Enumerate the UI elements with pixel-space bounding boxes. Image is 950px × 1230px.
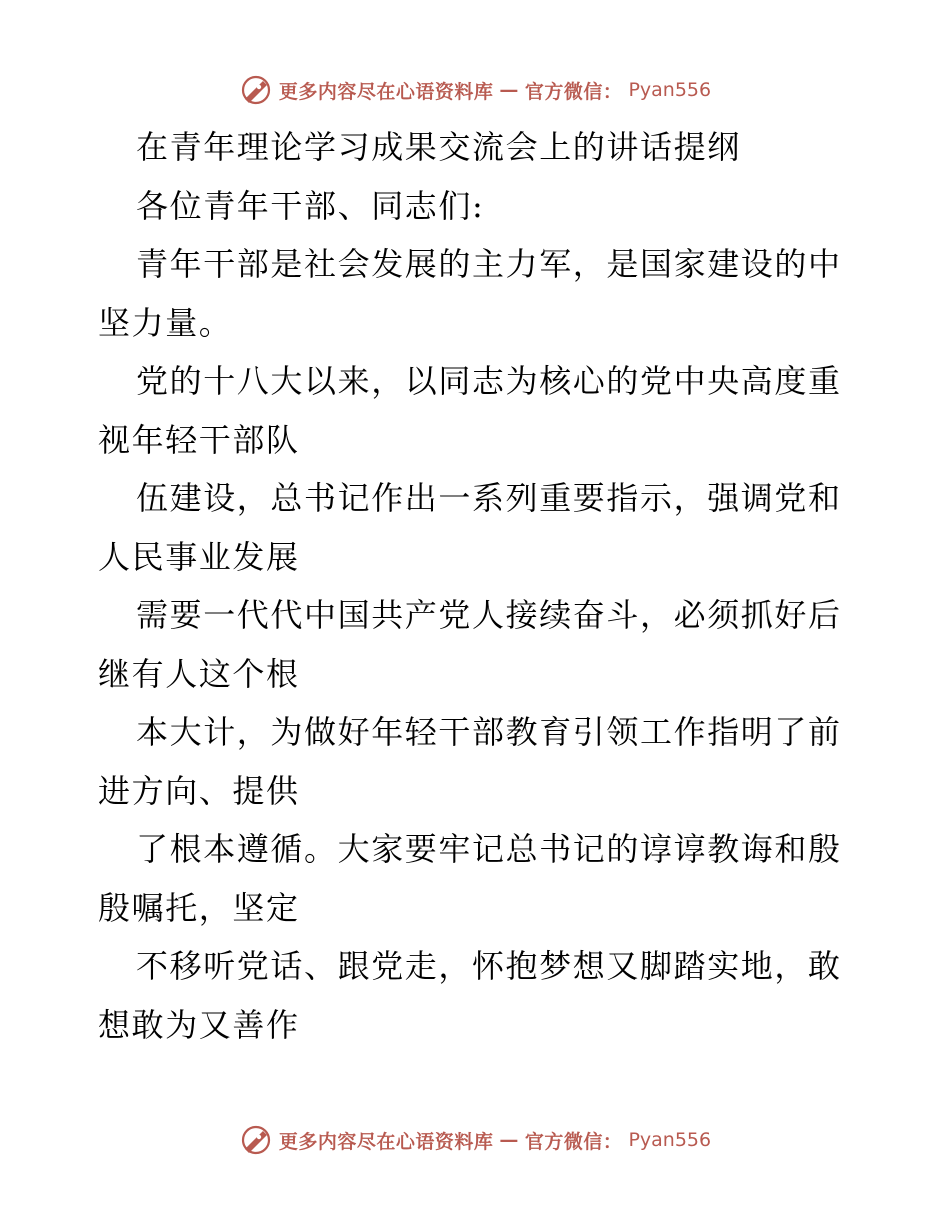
doc-paragraph: 需要一代代中国共产党人接续奋斗，必须抓好后继有人这个根 xyxy=(98,596,842,693)
doc-paragraph: 党的十八大以来，以同志为核心的党中央高度重视年轻干部队 xyxy=(98,362,842,459)
doc-salutation: 各位青年干部、同志们: xyxy=(136,186,485,225)
doc-title: 在青年理论学习成果交流会上的讲话提纲 xyxy=(136,128,741,166)
footer-ad-text: 更多内容尽在心语资料库 xyxy=(278,1130,494,1153)
footer-wechat-label: 官方微信： xyxy=(524,1130,623,1153)
footer-dash: — xyxy=(499,1129,519,1151)
header-dash: — xyxy=(499,79,519,101)
header-wechat-label: 官方微信： xyxy=(524,80,623,103)
header-banner xyxy=(0,70,950,110)
pen-logo-icon xyxy=(239,73,273,107)
doc-paragraph: 了根本遵循。大家要牢记总书记的谆谆教诲和殷殷嘱托，坚定 xyxy=(98,830,842,927)
footer-banner xyxy=(0,1120,950,1160)
footer-wechat-id: Pyan556 xyxy=(628,1129,712,1151)
doc-paragraph: 本大计，为做好年轻干部教育引领工作指明了前进方向、提供 xyxy=(98,713,842,810)
pen-logo-icon xyxy=(239,1123,273,1157)
doc-paragraph: 不移听党话、跟党走，怀抱梦想又脚踏实地，敢想敢为又善作 xyxy=(98,947,842,1044)
header-ad-text: 更多内容尽在心语资料库 xyxy=(278,80,494,103)
doc-paragraph: 青年干部是社会发展的主力军，是国家建设的中坚力量。 xyxy=(98,245,842,342)
doc-paragraph: 伍建设，总书记作出一系列重要指示，强调党和人民事业发展 xyxy=(98,479,842,576)
document-body xyxy=(98,118,858,1054)
header-wechat-id: Pyan556 xyxy=(628,79,712,101)
